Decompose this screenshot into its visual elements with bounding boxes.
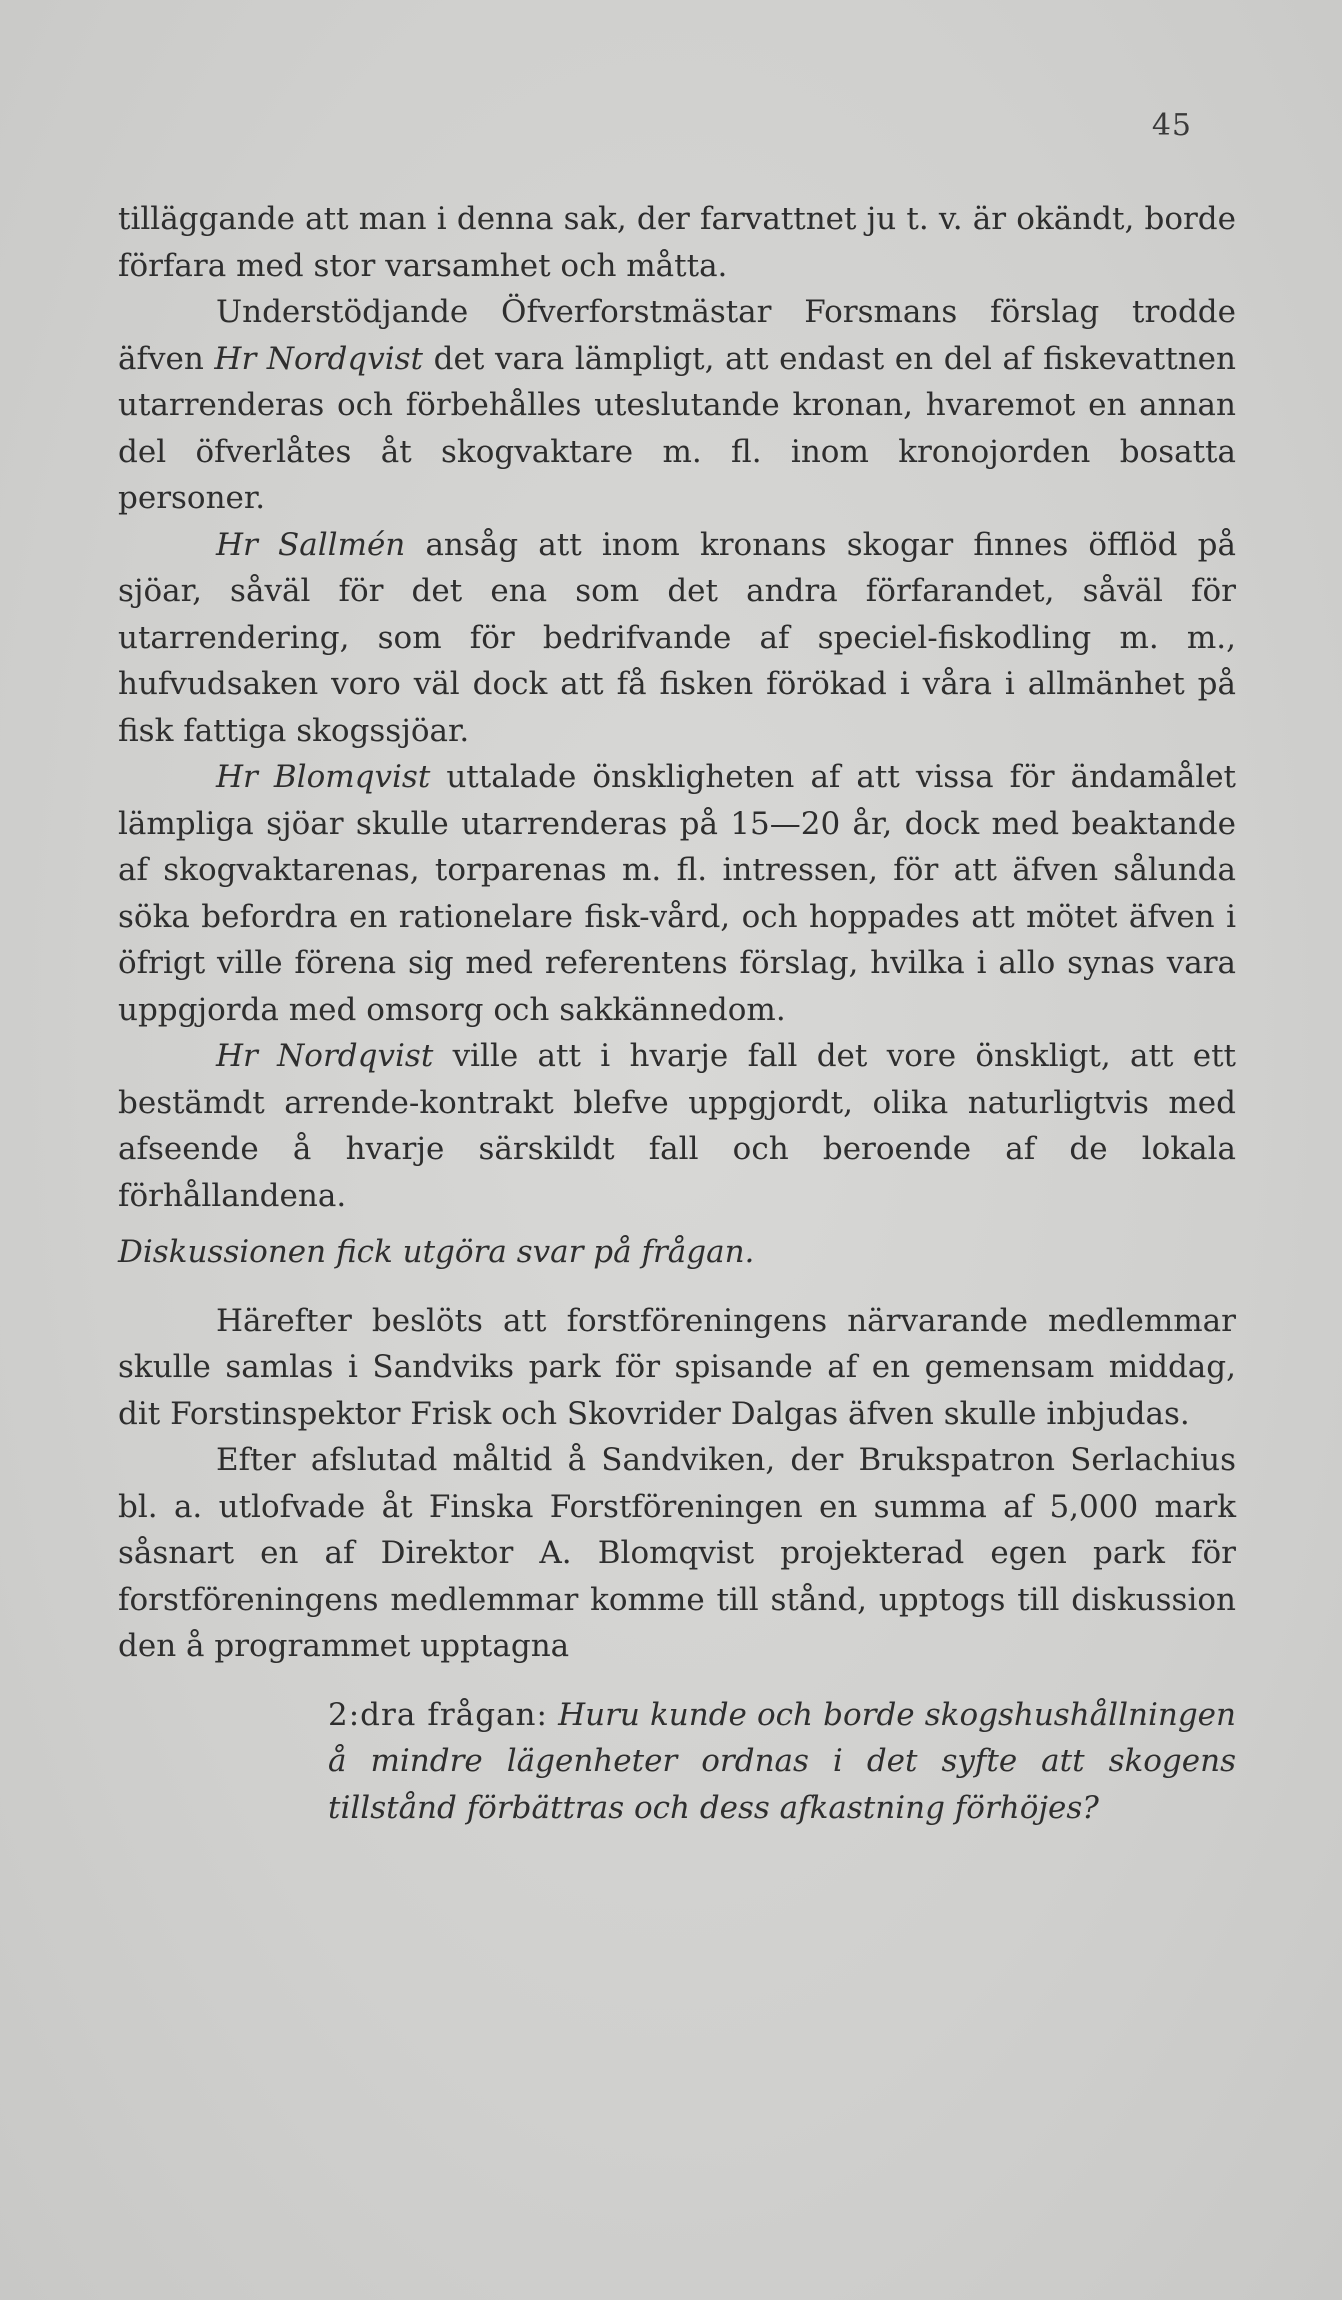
speaker-sallmen: Hr Sallmén (216, 526, 406, 563)
page-number: 45 (1151, 108, 1192, 143)
question-2 (118, 1692, 1236, 1832)
paragraph-2 (118, 289, 1236, 522)
speaker-blomqvist: Hr Blomqvist (216, 759, 431, 795)
speaker-nordqvist: Hr Nordqvist (214, 340, 424, 377)
paragraph-5 (118, 1033, 1236, 1219)
paragraph-8: Efter afslutad måltid å Sandviken, der Brukspatron Serlachius bl. a. utlofvade åt Finska Forstföreningen en summa af 5,000 mark såsnart en af Direktor A. Blomqvist projekterad egen park för forstföreningens medlemmar komme till stånd, upptogs till diskussion den å programmet upptagna (118, 1442, 1236, 1664)
paragraph-4 (118, 754, 1236, 1033)
body-text (118, 196, 1236, 1831)
question-text: Huru kunde och borde skogshushållningen å mindre lägenheter ordnas i det syfte att skogens tillstånd förbättras och dess afkastning förhöjes? (328, 1696, 1236, 1826)
discussion-conclusion: Diskussionen fick utgöra svar på frågan. (118, 1234, 755, 1270)
paragraph-7: Härefter beslöts att forstföreningens närvarande medlemmar skulle samlas i Sandviks park för spisande af en gemensam middag, dit Forstinspektor Frisk och Skovrider Dalgas äfven skulle inbjudas. (118, 1302, 1236, 1432)
paragraph-3 (118, 522, 1236, 755)
paragraph-4-text: uttalade önskligheten af att vissa för ändamålet lämpliga sjöar skulle utarrenderas på 15—20 år, dock med beaktande af skogvaktarenas, torparenas m. fl. intressen, för att äfven sålunda söka befordra en rationelare fisk-vård, och hoppades att mötet äfven i öfrigt ville förena sig med referentens förslag, hvilka i allo synas vara uppgjorda med omsorg och sakkännedom. (118, 759, 1237, 1028)
paragraph-2-text-b: det vara lämpligt, att endast en del af fiskevattnen utarrenderas och förbehålles uteslutande kronan, hvaremot en annan del öfverlåtes åt skogvaktare m. fl. inom kronojorden bosatta personer. (118, 340, 1236, 516)
paragraph-5-text: ville att i hvarje fall det vore önskligt, att ett bestämdt arrende-kontrakt blefve uppgjordt, olika naturligtvis med afseende å hvarje särskildt fall och beroende af de lokala förhållandena. (118, 1038, 1236, 1214)
question-label: 2:dra frågan: (328, 1696, 548, 1733)
paragraph-2-text-a: Understödjande Öfverforstmästar Forsmans förslag trodde äfven (118, 294, 1236, 377)
paragraph-3-text: ansåg att inom kronans skogar finnes öfflöd på sjöar, såväl för det ena som det andra förfarandet, såväl för utarrendering, som för bedrifvande af speciel-fiskodling m. m., hufvudsaken voro väl dock att få fisken förökad i våra i allmänhet på fisk fattiga skogssjöar. (118, 526, 1236, 749)
paragraph-1 (118, 196, 1236, 289)
paragraph-1-text: tilläggande att man i denna sak, der farvattnet ju t. v. är okändt, borde förfara med stor varsamhet och måtta. (118, 201, 1236, 284)
speaker-nordqvist-2: Hr Nordqvist (216, 1038, 434, 1074)
